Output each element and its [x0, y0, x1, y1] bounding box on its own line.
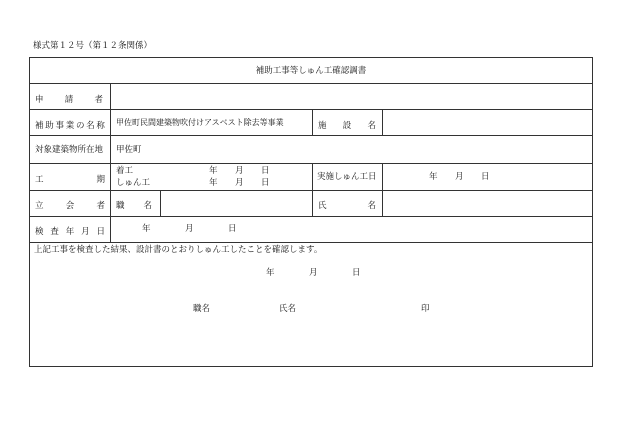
- label-char: 年: [65, 227, 75, 237]
- inspector-title-label: 職名: [193, 304, 211, 314]
- label-char: 検: [35, 227, 44, 237]
- start-day: 日: [261, 166, 270, 176]
- label-char: 設: [342, 121, 352, 131]
- row-divider: [30, 83, 592, 84]
- project-name-value: 甲佐町民間建築物吹付けアスベスト除去等事業: [116, 118, 284, 127]
- column-divider: [312, 163, 313, 190]
- label-char: 立: [35, 201, 44, 211]
- label-char: 補: [35, 121, 44, 131]
- label-char: 名: [367, 121, 376, 131]
- label-char: 期: [96, 175, 105, 185]
- row-divider: [30, 242, 592, 243]
- period-label: [35, 173, 105, 185]
- actual-day: 日: [481, 172, 490, 182]
- certification-day: 日: [352, 268, 361, 278]
- column-divider: [312, 190, 313, 216]
- facility-name-label: [318, 119, 376, 131]
- label-char: 工: [35, 175, 44, 185]
- label-char: 称: [96, 121, 105, 131]
- label-char: 助: [45, 121, 54, 131]
- label-char: 名: [143, 201, 152, 211]
- witness-title-label: [116, 199, 152, 211]
- start-month: 月: [235, 166, 244, 176]
- label-char: 月: [81, 227, 90, 237]
- actual-completion-label: 実施しゅん工日: [317, 172, 377, 182]
- end-month: 月: [235, 178, 244, 188]
- actual-month: 月: [455, 172, 464, 182]
- row-divider: [30, 109, 592, 110]
- label-char: の: [75, 121, 85, 131]
- seal-mark: 印: [421, 304, 430, 314]
- label-char: 名: [367, 201, 376, 211]
- form-title: 補助工事等しゅん工確認調書: [255, 66, 367, 76]
- label-char: 日: [96, 227, 105, 237]
- certification-month: 月: [309, 268, 318, 278]
- inspection-year: 年: [142, 224, 151, 234]
- row-divider: [30, 216, 592, 217]
- label-char: 者: [96, 201, 105, 211]
- row-divider: [30, 190, 592, 191]
- inspector-name-label: 氏名: [279, 304, 297, 314]
- start-label: 着工: [116, 166, 134, 176]
- label-char: 査: [50, 227, 59, 237]
- label-char: 申: [35, 95, 44, 105]
- row-divider: [30, 135, 592, 136]
- label-char: 職: [116, 201, 125, 211]
- project-name-label: [35, 119, 105, 131]
- column-divider: [382, 163, 383, 190]
- form-number: 様式第１２号（第１２条関係）: [33, 41, 153, 51]
- column-divider: [160, 190, 161, 216]
- column-divider: [312, 109, 313, 135]
- start-year: 年: [209, 166, 218, 176]
- column-divider: [382, 109, 383, 135]
- inspection-day: 日: [228, 224, 237, 234]
- label-char: 者: [94, 95, 103, 105]
- label-char: 請: [64, 95, 74, 105]
- certification-statement: 上記工事を検査した結果、設計書のとおりしゅん工したことを確認します。: [34, 245, 323, 255]
- label-char: 業: [65, 121, 75, 131]
- row-divider: [30, 163, 592, 164]
- applicant-label: [35, 93, 103, 105]
- witness-name-label: [318, 199, 376, 211]
- label-char: 会: [65, 201, 75, 211]
- label-column-divider: [110, 83, 111, 242]
- location-value: 甲佐町: [116, 145, 142, 155]
- witness-label: [35, 199, 105, 211]
- end-label: しゅん工: [116, 178, 151, 188]
- label-char: 名: [86, 121, 95, 131]
- location-label: 対象建築物所在地: [35, 145, 104, 155]
- end-day: 日: [261, 178, 270, 188]
- inspection-month: 月: [185, 224, 194, 234]
- end-year: 年: [209, 178, 218, 188]
- confirmation-form: [29, 57, 593, 367]
- actual-year: 年: [429, 172, 438, 182]
- label-char: 氏: [318, 201, 327, 211]
- column-divider: [382, 190, 383, 216]
- label-char: 施: [318, 121, 327, 131]
- inspection-date-label: [35, 225, 105, 237]
- label-char: 事: [55, 121, 64, 131]
- certification-year: 年: [266, 268, 275, 278]
